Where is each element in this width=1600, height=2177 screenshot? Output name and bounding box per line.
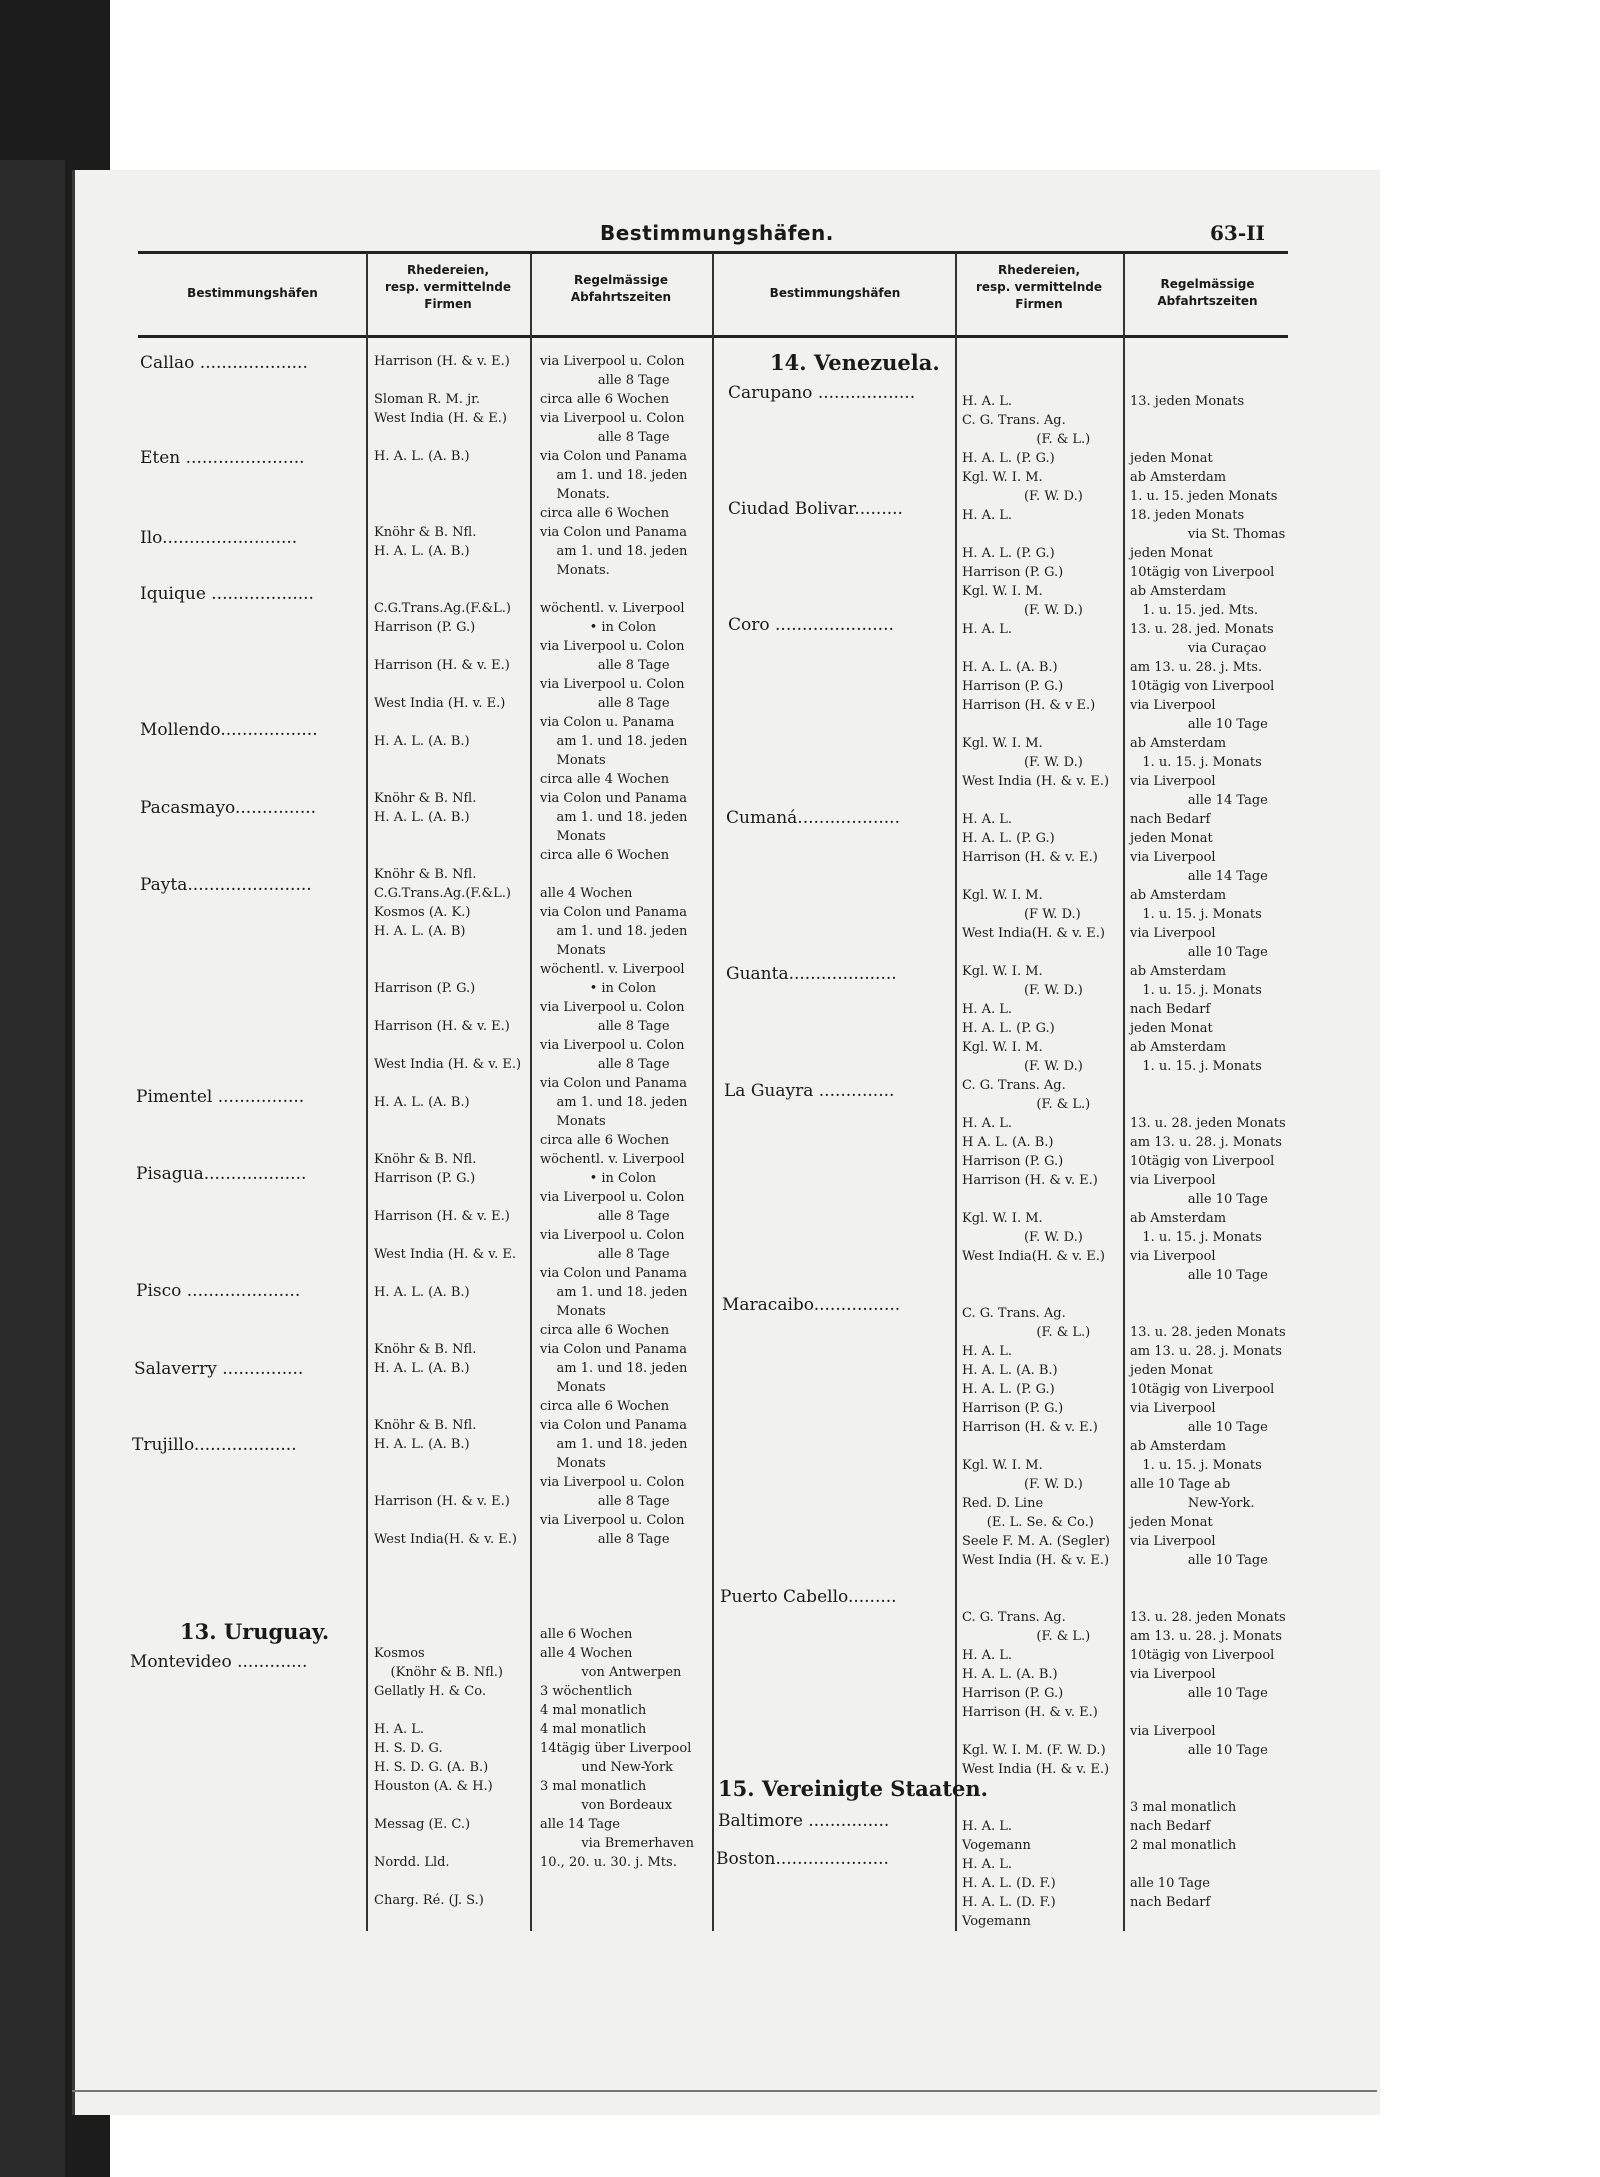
column-divider xyxy=(366,253,368,1931)
port-pisagua: Pisagua................... xyxy=(136,1164,307,1184)
port-coro: Coro ...................... xyxy=(728,615,894,635)
port-pisco: Pisco ..................... xyxy=(136,1281,301,1301)
page-bottom-edge xyxy=(72,2090,1377,2092)
port-pimentel: Pimentel ................ xyxy=(136,1087,305,1107)
port-ciudad-bolivar: Ciudad Bolivar......... xyxy=(728,499,903,519)
column-divider xyxy=(1123,253,1125,1931)
port-puerto-cabello: Puerto Cabello......... xyxy=(720,1587,897,1607)
column-header-times-left: Regelmässige Abfahrtszeiten xyxy=(570,273,672,304)
column-header-firms-right: Rhedereien, resp. vermittelnde Firmen xyxy=(975,263,1103,311)
section-uruguay: 13. Uruguay. xyxy=(180,1619,330,1644)
port-eten: Eten ...................... xyxy=(140,448,305,468)
port-trujillo: Trujillo................... xyxy=(132,1435,297,1455)
column-header-firms-left: Rhedereien, resp. vermittelnde Firmen xyxy=(384,263,512,311)
port-carupano: Carupano .................. xyxy=(728,383,916,403)
port-iquique: Iquique ................... xyxy=(140,584,314,604)
page-title: Bestimmungshäfen. xyxy=(600,221,834,245)
column-divider xyxy=(530,253,532,1931)
page-number: 63-II xyxy=(1210,221,1265,245)
port-pacasmayo: Pacasmayo............... xyxy=(140,798,317,818)
departures-column-left: via Liverpool u. Colon alle 8 Tage circa alle 6 Wochen via Liverpool u. Colon alle 8 Tage via Colon und Panama am 1. und 18. jeden Monats. circa alle 6 Wochen via Colon und Panama am 1. und 18. jeden Monats. wöchentl. v. Liverpool • in Colon via Liverpool u. Colon alle 8 Tage via Liverpool u. Colon alle 8 Tage via Colon u. Panama am 1. und 18. jeden Monats circa alle 4 Wochen via Colon und Panama am 1. und 18. jeden Monats circa alle 6 Wochen alle 4 Wochen via Colon und Panama am 1. und 18. jeden Monats wöchentl. v. Liverpool • in Colon via Liverpool u. Colon alle 8 Tage via Liverpool u. Colon alle 8 Tage via Colon und Panama am 1. und 18. jeden Monats circa alle 6 Wochen wöchentl. v. Liverpool • in Colon via Liverpool u. Colon alle 8 Tage via Liverpool u. Colon alle 8 Tage via Colon und Panama am 1. und 18. jeden Monats circa alle 6 Wochen via Colon und Panama am 1. und 18. jeden Monats circa alle 6 Wochen via Colon und Panama am 1. und 18. jeden Monats via Liverpool u. Colon alle 8 Tage via Liverpool u. Colon alle 8 Tage alle 6 Wochen alle 4 Wochen von Antwerpen 3 wöchentlich 4 mal monatlich 4 mal monatlich 14tägig über Liverpool und New-York 3 mal monatlich von Bordeaux alle 14 Tage via Bremerhaven 10., 20. u. 30. j. Mts. xyxy=(540,354,694,1870)
port-mollendo: Mollendo.................. xyxy=(140,720,318,740)
column-header-ports-left: Bestimmungshäfen xyxy=(187,286,318,300)
departures-column-right: 13. jeden Monats jeden Monat ab Amsterdam 1. u. 15. jeden Monats 18. jeden Monats via St. Thomas jeden Monat 10tägig von Liverpool ab Amsterdam 1. u. 15. jed. Mts. 13. u. 28. jed. Monats via Curaçao am 13. u. 28. j. Mts. 10tägig von Liverpool via Liverpool alle 10 Tage ab Amsterdam 1. u. 15. j. Monats via Liverpool alle 14 Tage nach Bedarf jeden Monat via Liverpool alle 14 Tage ab Amsterdam 1. u. 15. j. Monats via Liverpool alle 10 Tage ab Amsterdam 1. u. 15. j. Monats nach Bedarf jeden Monat ab Amsterdam 1. u. 15. j. Monats 13. u. 28. jeden Monats am 13. u. 28. j. Monats 10tägig von Liverpool via Liverpool alle 10 Tage ab Amsterdam 1. u. 15. j. Monats via Liverpool alle 10 Tage 13. u. 28. jeden Monats am 13. u. 28. j. Monats jeden Monat 10tägig von Liverpool via Liverpool alle 10 Tage ab Amsterdam 1. u. 15. j. Monats alle 10 Tage ab New-York. jeden Monat via Liverpool alle 10 Tage 13. u. 28. jeden Monats am 13. u. 28. j. Monats 10tägig von Liverpool via Liverpool alle 10 Tage via Liverpool alle 10 Tage 3 mal monatlich nach Bedarf 2 mal monatlich alle 10 Tage nach Bedarf xyxy=(1130,394,1286,1910)
section-vereinigte-staaten: 15. Vereinigte Staaten. xyxy=(718,1776,988,1801)
port-montevideo: Montevideo ............. xyxy=(130,1652,308,1672)
port-guanta: Guanta.................... xyxy=(726,964,897,984)
port-boston: Boston..................... xyxy=(716,1849,889,1869)
port-la-guayra: La Guayra .............. xyxy=(724,1081,895,1101)
port-salaverry: Salaverry ............... xyxy=(134,1359,304,1379)
port-cumana: Cumaná................... xyxy=(726,808,900,828)
firms-column-right: H. A. L. C. G. Trans. Ag. (F. & L.) H. A. L. (P. G.) Kgl. W. I. M. (F. W. D.) H. A. L. H. A. L. (P. G.) Harrison (P. G.) Kgl. W. I. M. (F. W. D.) H. A. L. H. A. L. (A. B.) Harrison (P. G.) Harrison (H. & v E.) Kgl. W. I. M. (F. W. D.) West India (H. & v. E.) H. A. L. H. A. L. (P. G.) Harrison (H. & v. E.) Kgl. W. I. M. (F W. D.) West India(H. & v. E.) Kgl. W. I. M. (F. W. D.) H. A. L. H. A. L. (P. G.) Kgl. W. I. M. (F. W. D.) C. G. Trans. Ag. (F. & L.) H. A. L. H A. L. (A. B.) Harrison (P. G.) Harrison (H. & v. E.) Kgl. W. I. M. (F. W. D.) West India(H. & v. E.) C. G. Trans. Ag. (F. & L.) H. A. L. H. A. L. (A. B.) H. A. L. (P. G.) Harrison (P. G.) Harrison (H. & v. E.) Kgl. W. I. M. (F. W. D.) Red. D. Line (E. L. Se. & Co.) Seele F. M. A. (Segler) West India (H. & v. E.) C. G. Trans. Ag. (F. & L.) H. A. L. H. A. L. (A. B.) Harrison (P. G.) Harrison (H. & v. E.) Kgl. W. I. M. (F. W. D.) West India (H. & v. E.) H. A. L. Vogemann H. A. L. H. A. L. (D. F.) H. A. L. (D. F.) Vogemann xyxy=(962,394,1110,1929)
column-divider xyxy=(712,253,714,1931)
firms-column-left: Harrison (H. & v. E.) Sloman R. M. jr. West India (H. & E.) H. A. L. (A. B.) Knöhr & B. Nfl. H. A. L. (A. B.) C.G.Trans.Ag.(F.&L.) Harrison (P. G.) Harrison (H. & v. E.) West India (H. v. E.) H. A. L. (A. B.) Knöhr & B. Nfl. H. A. L. (A. B.) Knöhr & B. Nfl. C.G.Trans.Ag.(F.&L.) Kosmos (A. K.) H. A. L. (A. B) Harrison (P. G.) Harrison (H. & v. E.) West India (H. & v. E.) H. A. L. (A. B.) Knöhr & B. Nfl. Harrison (P. G.) Harrison (H. & v. E.) West India (H. & v. E. H. A. L. (A. B.) Knöhr & B. Nfl. H. A. L. (A. B.) Knöhr & B. Nfl. H. A. L. (A. B.) Harrison (H. & v. E.) West India(H. & v. E.) Kosmos (Knöhr & B. Nfl.) Gellatly H. & Co. H. A. L. H. S. D. G. H. S. D. G. (A. B.) Houston (A. & H.) Messag (E. C.) Nordd. Lld. Charg. Ré. (J. S.) xyxy=(374,354,522,1908)
column-header-times-right: Regelmässige Abfahrtszeiten xyxy=(1157,277,1258,308)
column-divider xyxy=(955,253,957,1931)
column-header-ports-right: Bestimmungshäfen xyxy=(769,286,901,300)
scan-border-left-inner xyxy=(0,160,65,2177)
port-payta: Payta....................... xyxy=(140,875,312,895)
port-ilo: Ilo......................... xyxy=(140,528,298,548)
port-baltimore: Baltimore ............... xyxy=(718,1811,890,1831)
port-maracaibo: Maracaibo................ xyxy=(722,1295,901,1315)
port-callao: Callao .................... xyxy=(140,353,308,373)
section-venezuela: 14. Venezuela. xyxy=(770,350,940,375)
